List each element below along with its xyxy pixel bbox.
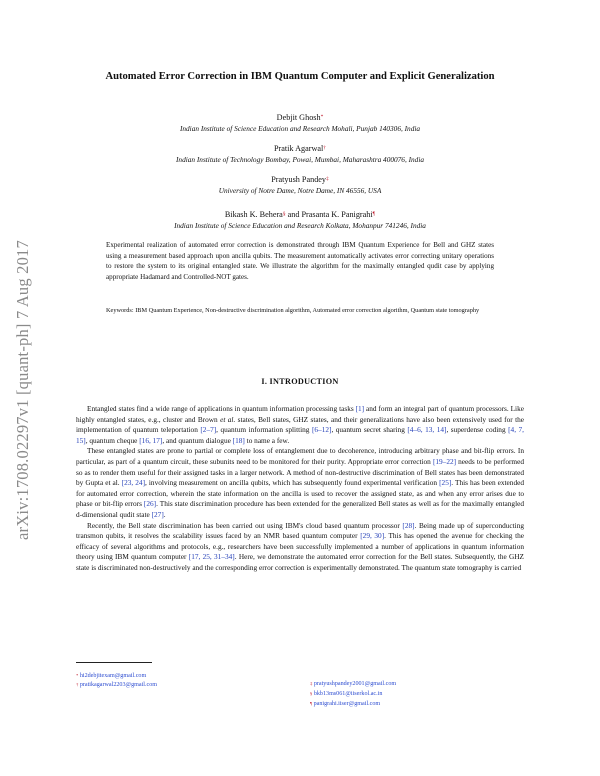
text-run: . Being made up of superconducting transmon qubits, it resolves the scalability issues faced by an NMR based quantum computer [76, 520, 525, 541]
footnote-mark: § [310, 691, 313, 696]
abstract: Experimental realization of automated error correction is demonstrated through IBM Quantum Experience for Bell and GHZ states using a measurement based approach upon ancilla qubits. The measurement automatically activates error correcting unitary operations to restore the system to its original entangled state. We illustrate the algorithm for the maximally entangled qudit case by applying appropriate Hadamard and Controlled-NOT gates. [106, 241, 494, 281]
arxiv-stamp [10, 200, 36, 580]
text-run: to name a few. [244, 435, 290, 445]
text-run: Recently, the Bell state discrimination has been carried out using IBM's cloud based quantum processor [87, 520, 403, 530]
author-mark[interactable]: * [320, 114, 324, 120]
text-run: , quantum information splitting [216, 425, 312, 435]
citation-link[interactable]: [1] [355, 404, 365, 413]
citation-link[interactable]: [28] [402, 520, 415, 530]
author-mark[interactable]: ¶ [372, 211, 376, 217]
text-run: . Here, we demonstrate the automated error correction for the Bell states. Subsequently, the GHZ state is discriminated non-destructively and the corresponding error correction is experimentally demonstrated. The quantum state tomography is carried [76, 552, 524, 572]
author-conjunction: and [287, 210, 300, 219]
author-line [76, 175, 524, 185]
author-name: Debjit Ghosh [276, 113, 321, 122]
text-run: states, Bell states, GHZ states, and their generalizations have also been extensively used for the implementation of quantum teleportation [76, 414, 524, 435]
text-run: needs to be performed so as to render them useful for their assigned tasks in a larger network. A method of non-destructive discrimination of Bell states has been demonstrated by Gupta et al. [76, 456, 524, 488]
footnote[interactable] [310, 690, 382, 699]
section-heading: I. INTRODUCTION [261, 377, 339, 386]
footnote[interactable] [310, 700, 380, 709]
footnote-mark: ¶ [310, 701, 313, 706]
text-run: These entangled states are prone to partial or complete loss of entanglement due to decoherence, introducing arbitrary phase and bit-flip errors. In particular, as part of a quantum circuit, these subunits need to be monitored for their purity. Appropriate error correction [76, 446, 524, 466]
citation-link[interactable]: [6–12] [311, 425, 332, 435]
author-name: Prasanta K. Panigrahi [301, 210, 373, 219]
paragraph [76, 446, 524, 520]
text-run: and form an integral part of quantum processors. Like highly entangled states, e.g., cluster and Brown [76, 404, 524, 424]
keywords: Keywords: IBM Quantum Experience, Non-destructive discrimination algorithm, Automated error correction algorithm, Quantum state tomography [106, 307, 480, 314]
citation-link[interactable]: [27] [151, 509, 164, 519]
citation-link[interactable]: [26] [143, 499, 157, 509]
footnote-mark: † [76, 682, 79, 687]
footnote-mark: ‡ [310, 681, 313, 686]
footnote-mark: * [76, 673, 79, 678]
author-line [76, 144, 524, 154]
footnote-email[interactable]: pratikagarwal2203@gmail.com [79, 682, 158, 688]
footnote-rule [76, 662, 152, 663]
author-affiliation: Indian Institute of Technology Bombay, Powai, Mumbai, Maharashtra 400076, India [175, 155, 424, 164]
paragraph [76, 521, 524, 574]
emphasis-text: et al. [220, 414, 236, 424]
footnote-email[interactable]: hi2debjitexam@gmail.com [79, 673, 147, 679]
author-mark[interactable]: ‡ [326, 176, 329, 182]
citation-link[interactable]: [25] [439, 478, 452, 488]
paragraph [76, 404, 524, 446]
footnote[interactable] [76, 672, 146, 681]
author-name: Pratyush Pandey [271, 175, 327, 184]
citation-link[interactable]: [19–22] [432, 456, 457, 466]
footnote-email[interactable]: pratyushpandey2001@gmail.com [313, 681, 397, 687]
text-run: , quantum secret sharing [331, 425, 408, 435]
citation-link[interactable]: [4–6, 13, 14] [407, 425, 447, 435]
text-run: , and quantum dialogue [162, 435, 233, 445]
paper-title: Automated Error Correction in IBM Quantum Computer and Explicit Generalization [105, 71, 495, 82]
text-run: , involving measurement on ancilla qubits, which has subsequently found experimental verification [145, 478, 440, 488]
footnote-email[interactable]: panigrahi.iiser@gmail.com [313, 701, 381, 707]
author-line [76, 113, 524, 123]
citation-link[interactable]: [23, 24] [121, 478, 146, 488]
text-run: Entangled states find a wide range of applications in quantum information processing tasks [87, 404, 356, 413]
author-name: Pratik Agarwal [273, 144, 324, 153]
text-run: . This has been extended for automated error correction, wherein the state information on the ancilla is used to recover the assigned state, as and when any error arises due to phase or bit-flip errors [76, 478, 524, 509]
citation-link[interactable]: [18] [232, 435, 245, 445]
footnote[interactable] [310, 680, 396, 689]
footnote[interactable] [76, 681, 157, 690]
author-line [76, 210, 524, 220]
arxiv-identifier: arXiv:1708.02297v1 [quant-ph] 7 Aug 2017 [13, 240, 32, 540]
footnote-email[interactable]: bkb13ms061@iiserkol.ac.in [313, 691, 383, 697]
citation-link[interactable]: [29, 30] [360, 531, 385, 541]
author-affiliation: University of Notre Dame, Notre Dame, IN 46556, USA [218, 186, 382, 195]
author-affiliation: Indian Institute of Science Education and Research Mohali, Punjab 140306, India [179, 124, 421, 133]
citation-link[interactable]: [2–7] [200, 425, 217, 435]
author-mark[interactable]: § [282, 211, 286, 217]
author-mark[interactable]: † [323, 145, 327, 151]
text-run: . This state discrimination procedure has been extended for the generalized Bell states as well as for the maximally entangled d-dimensional qudit state [76, 499, 524, 519]
author-affiliation: Indian Institute of Science Education and Research Kolkata, Mohanpur 741246, India [174, 221, 426, 230]
citation-link[interactable]: [17, 25, 31–34] [188, 552, 235, 562]
text-run: . This has opened the avenue for checking the efficacy of several algorithms and protocols, e.g., researchers have been successfully implemented a number of applications in quantum information theory using IBM quantum computer [76, 531, 524, 562]
text-run: , superdense coding [446, 425, 509, 435]
author-name: Bikash K. Behera [224, 210, 283, 219]
citation-link[interactable]: [16, 17] [139, 435, 163, 445]
text-run: . [163, 509, 166, 519]
body-text [76, 404, 524, 574]
text-run: , quantum cheque [85, 435, 140, 445]
citation-link[interactable]: [4, 7, 15] [76, 425, 525, 445]
